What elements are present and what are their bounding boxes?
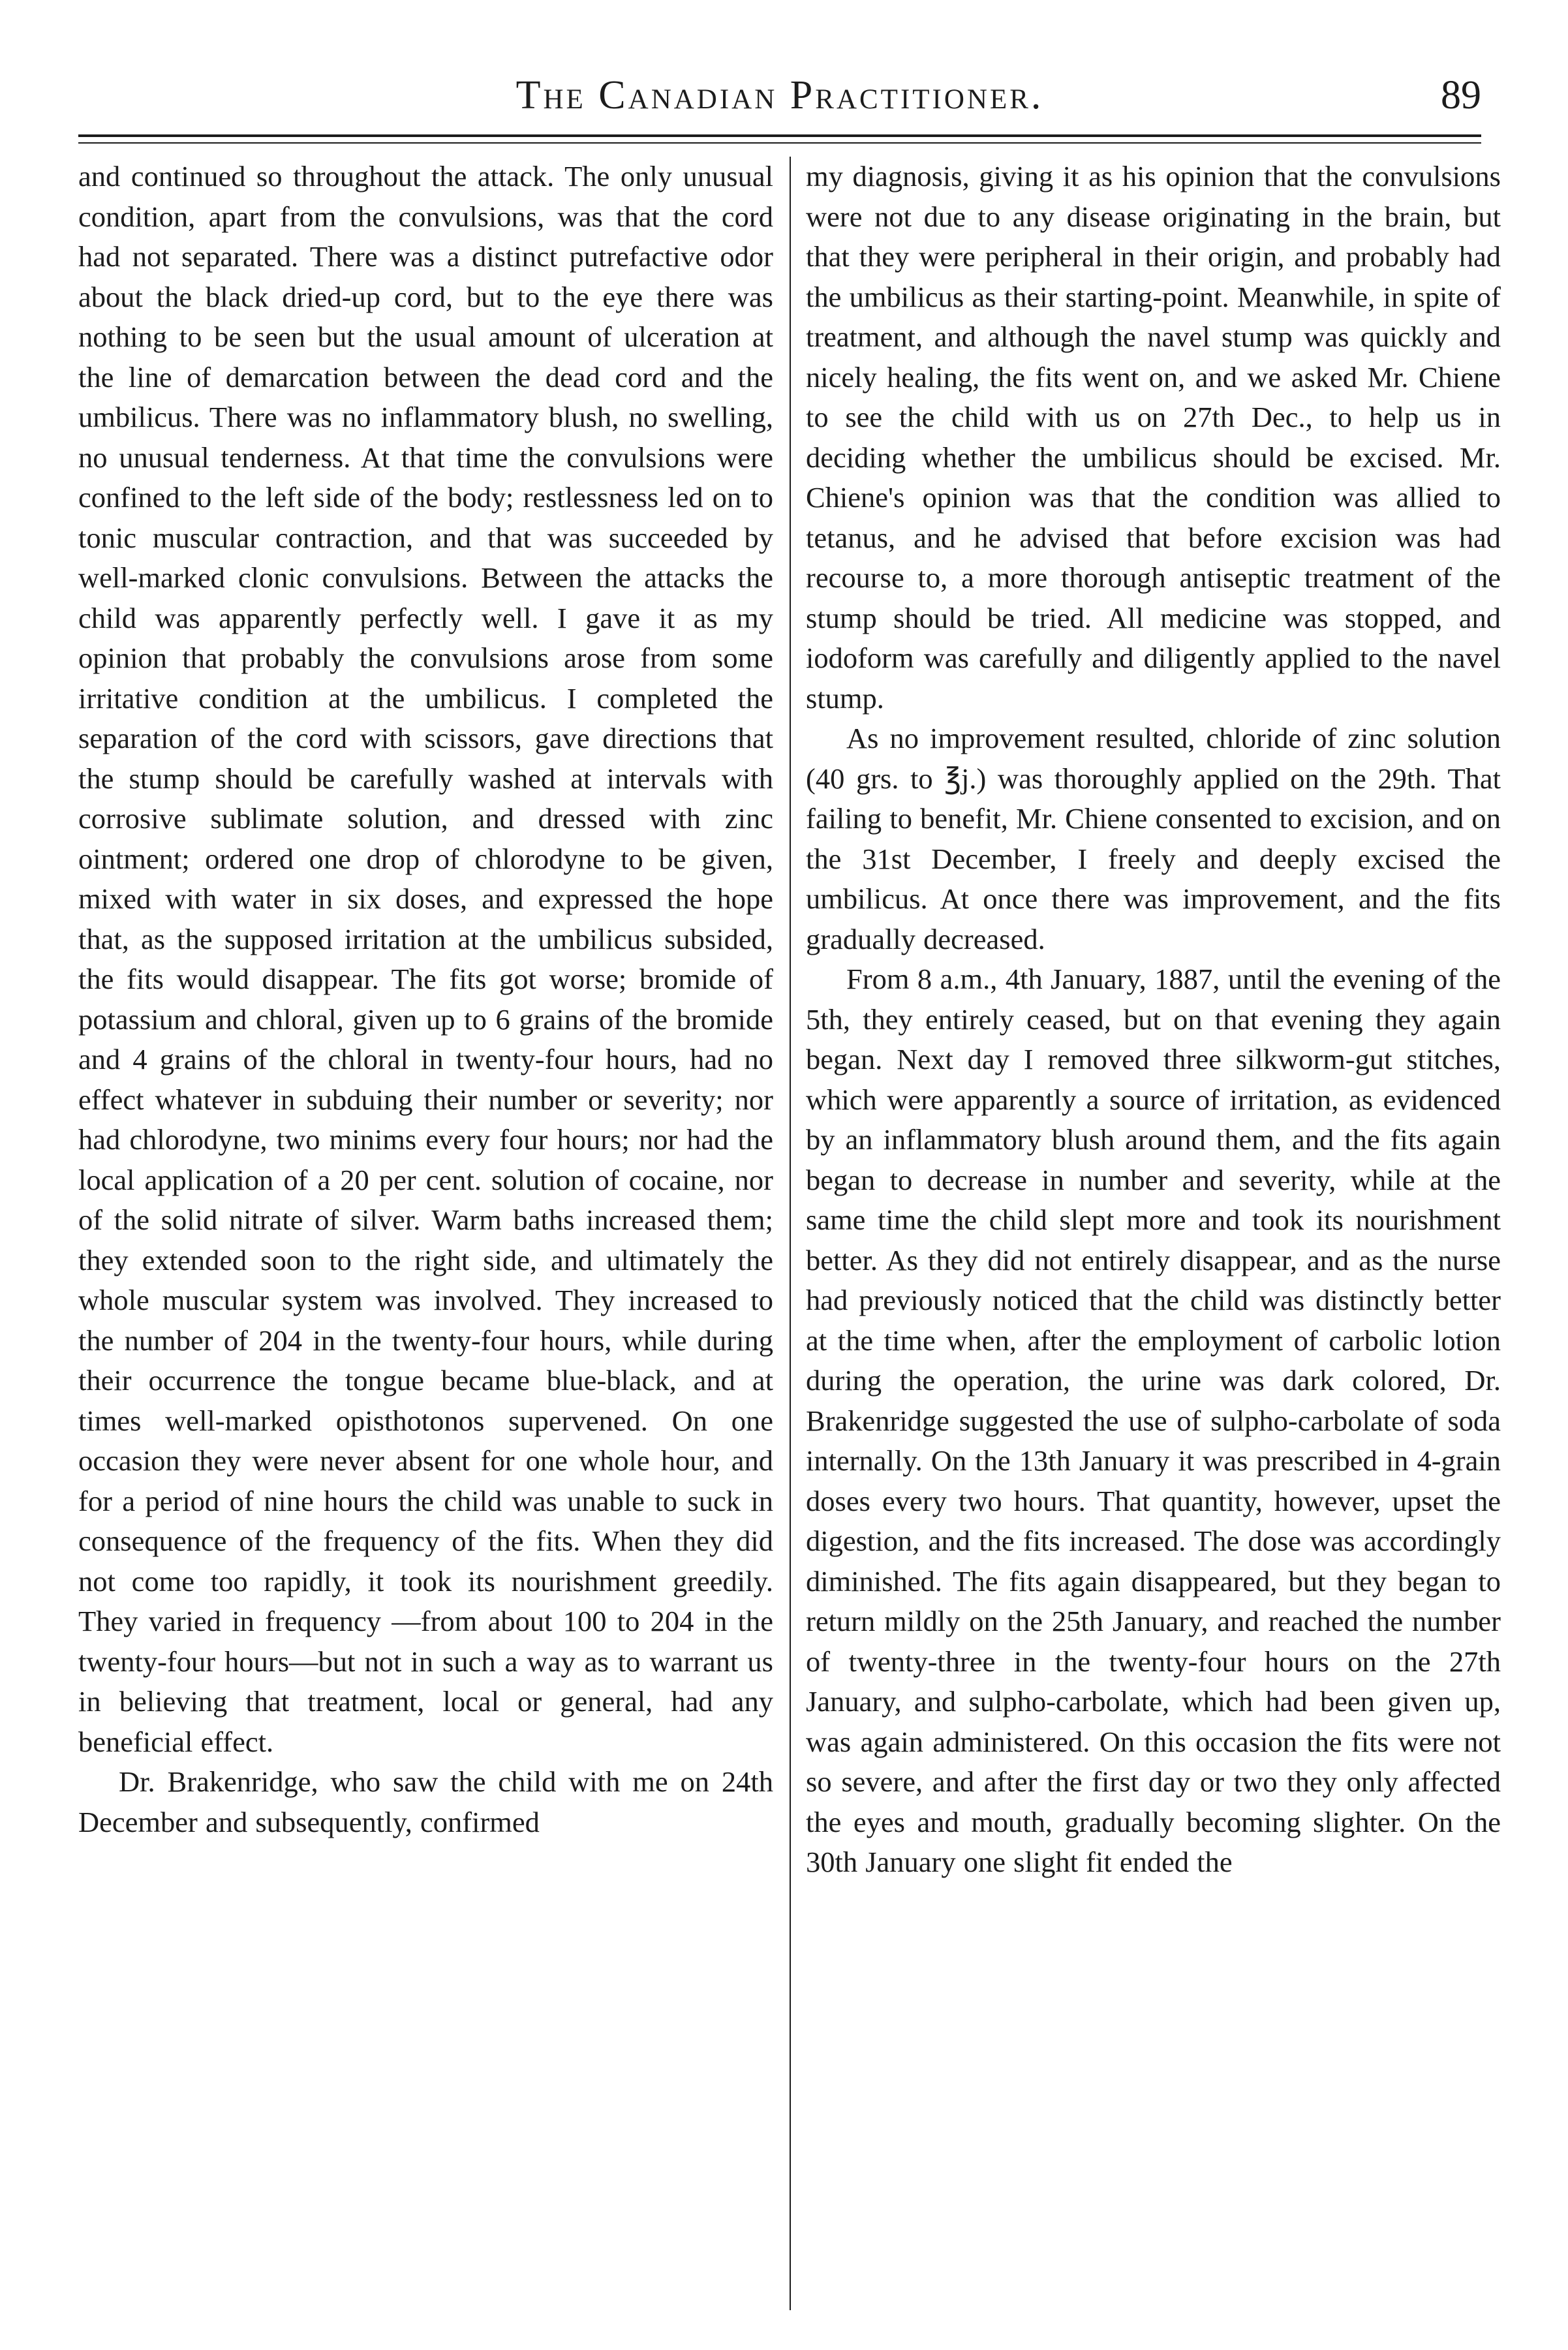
- left-column: [78, 157, 773, 2330]
- header-rule-thin: [78, 142, 1481, 144]
- journal-title: The Canadian Practitioner.: [515, 73, 1044, 117]
- header-rule-thick: [78, 134, 1481, 137]
- paragraph: and continued so throughout the attack. The only unusual condition, apart from the convulsions, was that the cord had not separated. There was a distinct putrefactive odor about the black dried-up cord, but to the eye there was nothing to be seen but the usual amount of ulceration at the line of demarcation between the dead cord and the umbilicus. There was no inflammatory blush, no swelling, no unusual tenderness. At that time the convulsions were confined to the left side of the body; restlessness led on to tonic muscular contraction, and that was succeeded by well-marked clonic convulsions. Between the attacks the child was apparently perfectly well. I gave it as my opinion that probably the convulsions arose from some irritative condition at the umbilicus. I completed the separation of the cord with scissors, gave directions that the stump should be carefully washed at intervals with corrosive sublimate solution, and dressed with zinc ointment; ordered one drop of chlorodyne to be given, mixed with water in six doses, and expressed the hope that, as the supposed irritation at the umbilicus subsided, the fits would disappear. The fits got worse; bromide of potassium and chloral, given up to 6 grains of the bromide and 4 grains of the chloral in twenty-four hours, had no effect whatever in subduing their number or severity; nor had chlorodyne, two minims every four hours; nor had the local application of a 20 per cent. solution of cocaine, nor of the solid nitrate of silver. Warm baths increased them; they extended soon to the right side, and ultimately the whole muscular system was involved. They increased to the number of 204 in the twenty-four hours, while during their occurrence the tongue became blue-black, and at times well-marked opisthotonos supervened. On one occasion they were never absent for one whole hour, and for a period of nine hours the child was unable to suck in consequence of the frequency of the fits. When they did not come too rapidly, it took its nourishment greedily. They varied in frequency —from about 100 to 204 in the twenty-four hours—but not in such a way as to warrant us in believing that treatment, local or general, had any beneficial effect.: [78, 160, 773, 1758]
- column-divider: [790, 157, 791, 2310]
- page-number: 89: [1441, 73, 1481, 117]
- running-head: [78, 60, 1481, 132]
- right-column: [806, 157, 1501, 2330]
- paragraph: As no improvement resulted, chloride of zinc solution (40 grs. to ℥j.) was thoroughly applied on the 29th. That failing to benefit, Mr. Chiene consented to excision, and on the 31st December, I freely and deeply excised the umbilicus. At once there was improvement, and the fits gradually decreased.: [806, 722, 1501, 955]
- paragraph: From 8 a.m., 4th January, 1887, until the evening of the 5th, they entirely ceased, but on that evening they again began. Next day I removed three silkworm-gut stitches, which were apparently a source of irritation, as evidenced by an inflammatory blush around them, and the fits again began to decrease in number and severity, while at the same time the child slept more and took its nourishment better. As they did not entirely disappear, and as the nurse had previously noticed that the child was distinctly better at the time when, after the employment of carbolic lotion during the operation, the urine was dark colored, Dr. Brakenridge suggested the use of sulpho-carbolate of soda internally. On the 13th January it was prescribed in 4-grain doses every two hours. That quantity, however, upset the digestion, and the fits increased. The dose was accordingly diminished. The fits again disappeared, but they began to return mildly on the 25th January, and reached the number of twenty-three in the twenty-four hours on the 27th January, and sulpho-carbolate, which had been given up, was again administered. On this occasion the fits were not so severe, and after the first day or two they only affected the eyes and mouth, gradually becoming slighter. On the 30th January one slight fit ended the: [806, 963, 1501, 1878]
- paragraph: my diagnosis, giving it as his opinion that the convulsions were not due to any disease originating in the brain, but that they were peripheral in their origin, and probably had the umbilicus as their starting-point. Meanwhile, in spite of treatment, and although the navel stump was quickly and nicely healing, the fits went on, and we asked Mr. Chiene to see the child with us on 27th Dec., to help us in deciding whether the umbilicus should be excised. Mr. Chiene's opinion was that the condition was allied to tetanus, and he advised that before excision was had recourse to, a more thorough antiseptic treatment of the stump should be tried. All medicine was stopped, and iodoform was carefully and diligently applied to the navel stump.: [806, 160, 1501, 715]
- paragraph: Dr. Brakenridge, who saw the child with me on 24th December and subsequently, confirmed: [78, 1765, 773, 1838]
